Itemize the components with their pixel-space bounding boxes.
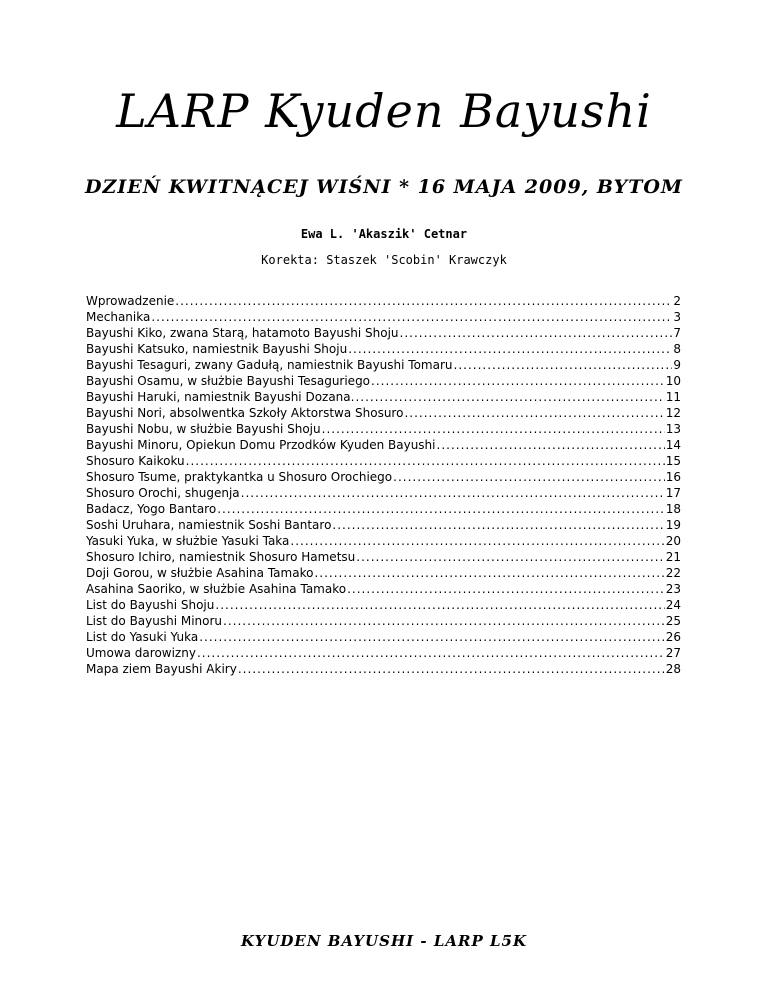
toc-dot-leader	[322, 421, 665, 437]
toc-entry[interactable]	[86, 373, 681, 389]
toc-entry-title: List do Bayushi Minoru	[86, 614, 223, 628]
toc-entry[interactable]	[86, 421, 681, 437]
toc-entry-title: Bayushi Kiko, zwana Starą, hatamoto Bayushi Shoju	[86, 326, 399, 340]
toc-entry[interactable]	[86, 437, 681, 453]
toc-dot-leader	[347, 581, 665, 597]
toc-page-number: 10	[665, 374, 681, 388]
toc-dot-leader	[186, 453, 665, 469]
toc-entry-title: Yasuki Yuka, w służbie Yasuki Taka	[86, 534, 290, 548]
toc-entry-title: Bayushi Osamu, w służbie Bayushi Tesaguriego	[86, 374, 371, 388]
toc-page-number: 9	[673, 358, 681, 372]
toc-dot-leader	[217, 501, 665, 517]
document-author: Ewa L. 'Akaszik' Cetnar	[300, 227, 468, 241]
toc-page-number: 13	[665, 422, 681, 436]
toc-dot-leader	[356, 549, 664, 565]
toc-entry[interactable]	[86, 501, 681, 517]
toc-entry-title: Shosuro Orochi, shugenja	[86, 486, 240, 500]
toc-entry[interactable]	[86, 389, 681, 405]
toc-entry[interactable]	[86, 357, 681, 373]
toc-entry[interactable]	[86, 469, 681, 485]
toc-entry-title: Umowa darowizny	[86, 646, 196, 660]
toc-dot-leader	[241, 485, 665, 501]
toc-page-number: 8	[673, 342, 681, 356]
toc-entry[interactable]	[86, 309, 681, 325]
toc-page-number: 22	[665, 566, 681, 580]
toc-entry-title: Mapa ziem Bayushi Akiry	[86, 662, 237, 676]
toc-entry[interactable]	[86, 405, 681, 421]
toc-entry-title: Doji Gorou, w służbie Asahina Tamako	[86, 566, 314, 580]
toc-entry-title: Bayushi Tesaguri, zwany Gadułą, namiestnik Bayushi Tomaru	[86, 358, 453, 372]
toc-entry[interactable]	[86, 645, 681, 661]
toc-entry[interactable]	[86, 581, 681, 597]
toc-entry-title: Badacz, Yogo Bantaro	[86, 502, 217, 516]
toc-entry-title: Wprowadzenie	[86, 294, 175, 308]
toc-entry-title: List do Yasuki Yuka	[86, 630, 199, 644]
toc-entry-title: Soshi Uruhara, namiestnik Soshi Bantaro	[86, 518, 332, 532]
toc-page-number: 12	[665, 406, 681, 420]
toc-dot-leader	[290, 533, 664, 549]
toc-dot-leader	[151, 309, 672, 325]
toc-entry[interactable]	[86, 613, 681, 629]
toc-entry-title: Asahina Saoriko, w służbie Asahina Tamako	[86, 582, 347, 596]
toc-page-number: 23	[665, 582, 681, 596]
toc-page-number: 11	[665, 390, 681, 404]
toc-page-number: 3	[673, 310, 681, 324]
toc-entry[interactable]	[86, 517, 681, 533]
toc-dot-leader	[355, 389, 664, 405]
table-of-contents	[86, 293, 681, 677]
toc-entry-title: Shosuro Tsume, praktykantka u Shosuro Orochiego	[86, 470, 393, 484]
toc-entry-title: Bayushi Minoru, Opiekun Domu Przodków Kyuden Bayushi	[86, 438, 436, 452]
toc-dot-leader	[454, 357, 673, 373]
toc-entry[interactable]	[86, 293, 681, 309]
toc-dot-leader	[348, 341, 672, 357]
toc-page-number: 20	[665, 534, 681, 548]
toc-entry[interactable]	[86, 325, 681, 341]
toc-entry[interactable]	[86, 341, 681, 357]
toc-dot-leader	[199, 629, 665, 645]
toc-page-number: 7	[673, 326, 681, 340]
toc-entry[interactable]	[86, 485, 681, 501]
toc-dot-leader	[314, 565, 664, 581]
document-title: LARP Kyuden Bayushi	[116, 84, 652, 138]
toc-page-number: 28	[665, 662, 681, 676]
toc-entry[interactable]	[86, 629, 681, 645]
toc-entry[interactable]	[86, 549, 681, 565]
toc-dot-leader	[223, 613, 665, 629]
toc-entry-title: Bayushi Katsuko, namiestnik Bayushi Shoju	[86, 342, 348, 356]
toc-entry[interactable]	[86, 453, 681, 469]
page-footer: KYUDEN BAYUSHI - LARP L5K	[240, 932, 528, 950]
toc-dot-leader	[404, 405, 664, 421]
toc-page-number: 2	[673, 294, 681, 308]
toc-dot-leader	[437, 437, 665, 453]
toc-page-number: 21	[665, 550, 681, 564]
toc-dot-leader	[238, 661, 665, 677]
toc-page-number: 16	[665, 470, 681, 484]
toc-entry[interactable]	[86, 533, 681, 549]
toc-entry[interactable]	[86, 565, 681, 581]
toc-dot-leader	[215, 597, 664, 613]
toc-entry-title: List do Bayushi Shoju	[86, 598, 215, 612]
toc-page-number: 24	[665, 598, 681, 612]
document-correction-credit: Korekta: Staszek 'Scobin' Krawczyk	[261, 253, 507, 267]
toc-entry-title: Bayushi Nobu, w służbie Bayushi Shoju	[86, 422, 321, 436]
toc-page-number: 27	[665, 646, 681, 660]
toc-dot-leader	[197, 645, 665, 661]
toc-dot-leader	[400, 325, 673, 341]
toc-entry-title: Shosuro Ichiro, namiestnik Shosuro Hametsu	[86, 550, 356, 564]
toc-dot-leader	[175, 293, 672, 309]
toc-page-number: 25	[665, 614, 681, 628]
toc-entry-title: Bayushi Haruki, namiestnik Bayushi Dozana.	[86, 390, 355, 404]
document-subtitle: DZIEŃ KWITNĄCEJ WIŚNI * 16 MAJA 2009, BYTOM	[85, 176, 683, 198]
toc-page-number: 26	[665, 630, 681, 644]
toc-page-number: 14	[665, 438, 681, 452]
toc-entry-title: Mechanika	[86, 310, 151, 324]
toc-entry[interactable]	[86, 597, 681, 613]
toc-dot-leader	[371, 373, 665, 389]
toc-page-number: 18	[665, 502, 681, 516]
toc-entry-title: Shosuro Kaikoku	[86, 454, 185, 468]
toc-dot-leader	[332, 517, 664, 533]
toc-page-number: 17	[665, 486, 681, 500]
toc-entry-title: Bayushi Nori, absolwentka Szkoły Aktorstwa Shosuro	[86, 406, 404, 420]
toc-page-number: 15	[665, 454, 681, 468]
toc-dot-leader	[393, 469, 665, 485]
toc-entry[interactable]	[86, 661, 681, 677]
toc-page-number: 19	[665, 518, 681, 532]
